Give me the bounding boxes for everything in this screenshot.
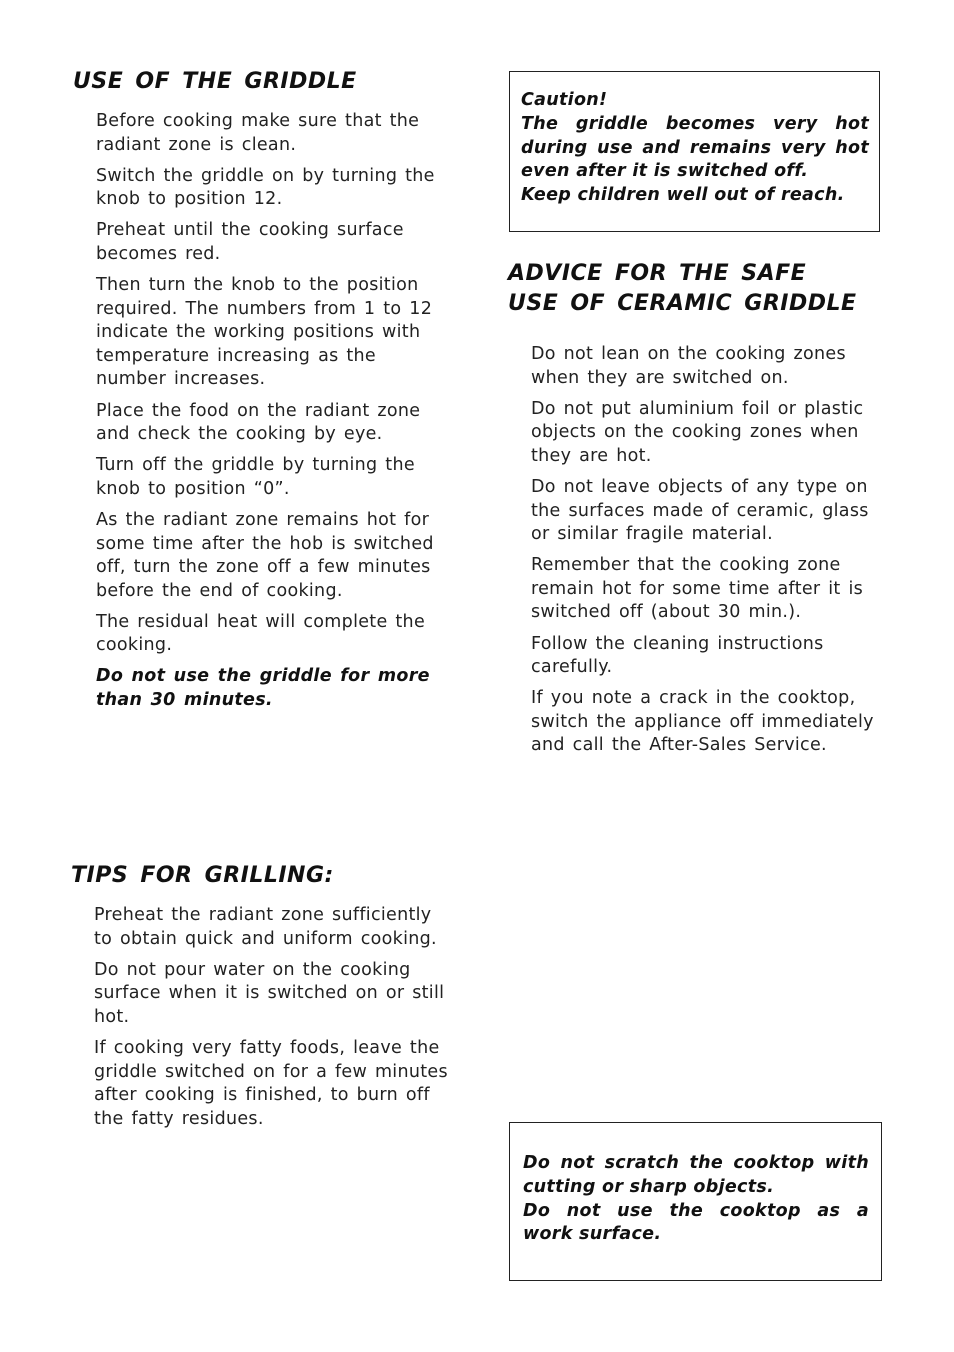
advice-paragraph: Follow the cleaning instructions carefully. (531, 633, 824, 678)
tips-list (94, 904, 449, 1139)
advice-list (531, 343, 886, 766)
scratch-warning-line: Do not scratch the cooktop with (523, 1153, 869, 1173)
advice-paragraph: Do not put aluminium foil or plastic objects on the cooking zones when they are hot. (531, 398, 864, 466)
scratch-warning-line: work surface. (523, 1224, 662, 1245)
griddle-paragraph: Place the food on the radiant zone and check the cooking by eye. (96, 400, 421, 445)
scratch-warning-line: cutting or sharp objects. (523, 1176, 775, 1197)
tips-paragraph: If cooking very fatty foods, leave the griddle switched on for a few minutes after cooking is finished, to burn off the fatty residues. (94, 1037, 448, 1129)
advice-heading-line: ADVICE FOR THE SAFE (508, 261, 807, 286)
griddle-paragraph: Then turn the knob to the position required. The numbers from 1 to 12 indicate the working positions with temperature increasing as the number increases. (96, 275, 433, 390)
advice-paragraph: Remember that the cooking zone remain hot for some time after it is switched off (about 30 min.). (531, 555, 864, 623)
caution-box (509, 71, 880, 232)
griddle-time-warning: Do not use the griddle for more than 30 minutes. (96, 666, 430, 711)
caution-title: Caution! (521, 90, 608, 110)
griddle-paragraph: Switch the griddle on by turning the knob to position 12. (96, 165, 435, 210)
caution-line: during use and remains very hot (521, 137, 869, 158)
advice-paragraph: Do not lean on the cooking zones when they are switched on. (531, 344, 846, 388)
advice-paragraph: If you note a crack in the cooktop, switch the appliance off immediately and call the After-Sales Service. (531, 688, 874, 756)
advice-heading-line: USE OF CERAMIC GRIDDLE (508, 291, 857, 316)
griddle-paragraph: Before cooking make sure that the radiant zone is clean. (96, 111, 420, 155)
griddle-instructions (96, 110, 446, 720)
scratch-warning-line: Do not use the cooktop as a (523, 1200, 869, 1221)
advice-heading (508, 259, 857, 319)
tips-paragraph: Preheat the radiant zone sufficiently to obtain quick and uniform cooking. (94, 905, 437, 949)
griddle-heading: USE OF THE GRIDDLE (73, 69, 357, 94)
griddle-paragraph: Turn off the griddle by turning the knob to position “0”. (96, 455, 415, 499)
caution-line: even after it is switched off. (521, 161, 809, 182)
tips-paragraph: Do not pour water on the cooking surface when it is switched on or still hot. (94, 959, 445, 1027)
scratch-warning-box (509, 1122, 882, 1281)
griddle-paragraph: Preheat until the cooking surface becomes red. (96, 220, 404, 264)
advice-paragraph: Do not leave objects of any type on the surfaces made of ceramic, glass or similar fragile material. (531, 476, 869, 545)
caution-line: Keep children well out of reach. (521, 185, 845, 206)
caution-line: The griddle becomes very hot (521, 113, 869, 134)
tips-heading: TIPS FOR GRILLING: (71, 863, 334, 888)
griddle-paragraph: As the radiant zone remains hot for some time after the hob is switched off, turn the zone off a few minutes before the end of cooking. (96, 509, 434, 601)
griddle-paragraph: The residual heat will complete the cooking. (96, 611, 426, 656)
